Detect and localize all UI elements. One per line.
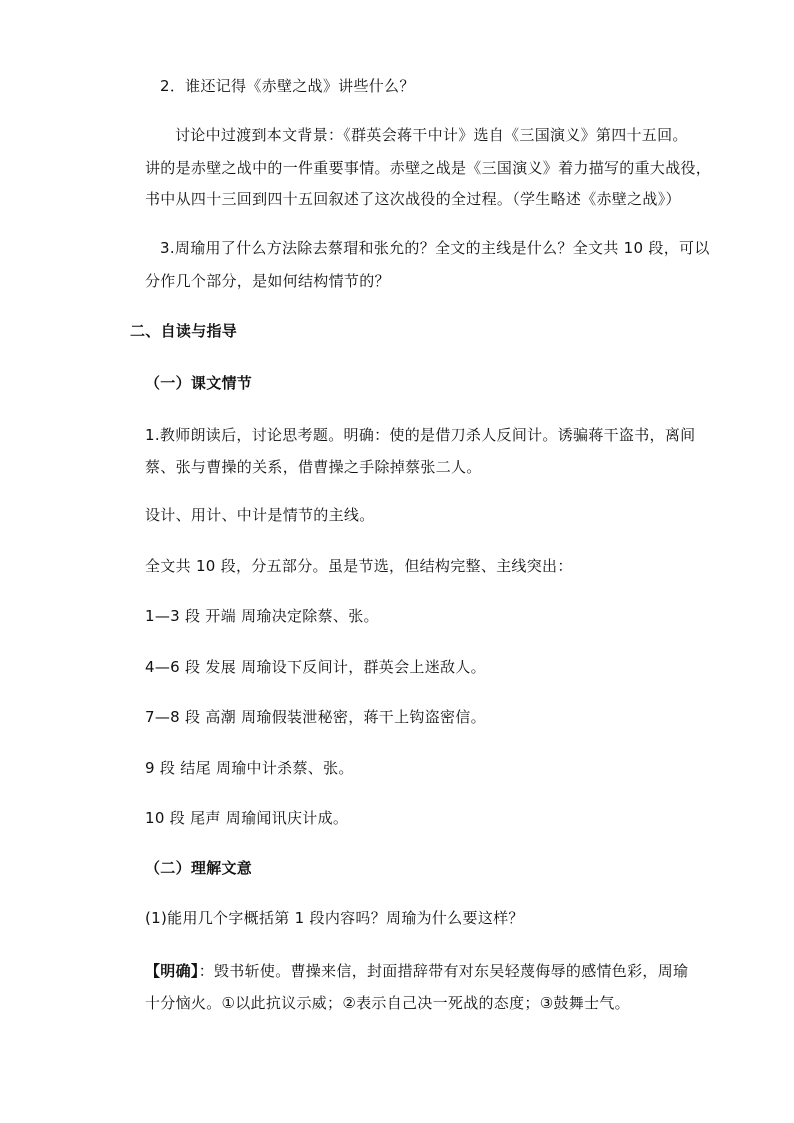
question-2: 2．谁还记得《赤壁之战》讲些什么？ — [160, 77, 415, 95]
plot-part-3: 7—8 段 高潮 周瑜假装泄秘密，蒋干上钩盗密信。 — [145, 708, 486, 726]
plot-mainline-text: 设计、用计、中计是情节的主线。 — [145, 506, 375, 524]
background-line-1: 讨论中过渡到本文背景：《群英会蒋干中计》选自《三国演义》第四十五回。 — [175, 126, 688, 144]
subsection-meaning-heading: （二）理解文意 — [145, 859, 253, 877]
plot-paragraph-1-line-2: 蔡、张与曹操的关系，借曹操之手除掉蔡张二人。 — [145, 458, 482, 476]
plot-paragraph-1-line-1: 1.教师朗读后，讨论思考题。明确：使的是借刀杀人反间计。诱骗蒋干盗书，离间 — [145, 426, 696, 444]
plot-part-4: 9 段 结尾 周瑜中计杀蔡、张。 — [145, 759, 354, 777]
plot-part-2: 4—6 段 发展 周瑜设下反间计，群英会上迷敌人。 — [145, 658, 486, 676]
answer-line-1 — [145, 961, 688, 981]
answer-line-2: 十分恼火。①以此抗议示威；②表示自己决一死战的态度；③鼓舞士气。 — [145, 994, 630, 1012]
subsection-plot-heading: （一）课文情节 — [145, 374, 253, 392]
background-line-2: 讲的是赤壁之战中的一件重要事情。赤壁之战是《三国演义》着力描写的重大战役， — [145, 159, 712, 177]
section-2-heading: 二、自读与指导 — [130, 322, 238, 340]
plot-part-1: 1—3 段 开端 周瑜决定除蔡、张。 — [145, 607, 379, 625]
answer-label: 【明确】 — [145, 962, 199, 980]
plot-part-5: 10 段 尾声 周瑜闻讯庆计成。 — [145, 809, 349, 827]
plot-structure-intro: 全文共 10 段，分五部分。虽是节选，但结构完整、主线突出： — [145, 557, 573, 575]
question-3-line-1: 3.周瑜用了什么方法除去蔡瑁和张允的？全文的主线是什么？全文共 10 段，可以 — [160, 239, 710, 257]
background-line-3: 书中从四十三回到四十五回叙述了这次战役的全过程。（学生略述《赤壁之战》） — [145, 190, 681, 208]
question-3-line-2: 分作几个部分，是如何结构情节的？ — [145, 272, 390, 290]
answer-text-1: ：毁书斩使。曹操来信，封面措辞带有对东吴轻蔑侮辱的感情色彩，周瑜 — [198, 962, 689, 980]
meaning-question-1: (1)能用几个字概括第 1 段内容吗？周瑜为什么要这样？ — [145, 909, 524, 927]
